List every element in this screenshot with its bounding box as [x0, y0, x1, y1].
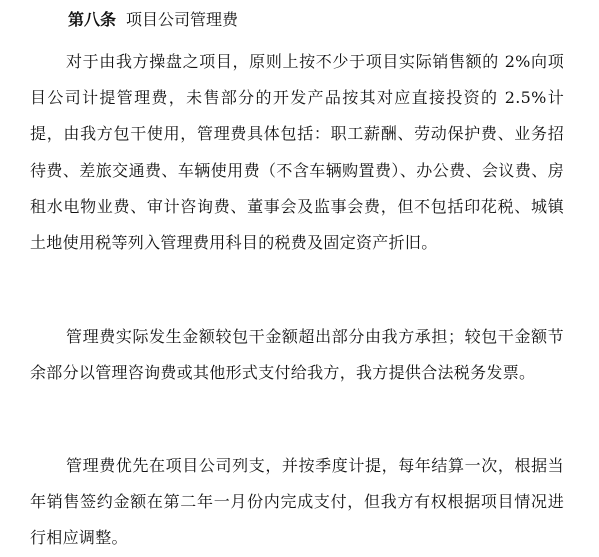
paragraph-fee-overrun: 管理费实际发生金额较包干金额超出部分由我方承担；较包干金额节余部分以管理咨询费或其他形式支付给我方，我方提供合法税务发票。 — [30, 327, 564, 383]
paragraph-fee-basis: 对于由我方操盘之项目，原则上按不少于项目实际销售额的 2%向项目公司计提管理费，未售部分的开发产品按其对应直接投资的 2.5%计提，由我方包干使用，管理费具体包括：职工薪酬、劳动保护费、业务招待费、差旅交通费、车辆使用费（不含车辆购置费）、办公费、会议费、房租水电物业费、审计咨询费、董事会及监事会费，但不包括印花税、城镇土地使用税等列入管理费用科目的税费及固定资产折旧。 — [30, 52, 564, 253]
article-heading — [68, 6, 238, 34]
article-number: 第八条 — [68, 10, 117, 29]
paragraph-fee-settlement: 管理费优先在项目公司列支，并按季度计提，每年结算一次，根据当年销售签约金额在第二年一月份内完成支付，但我方有权根据项目情况进行相应调整。 — [30, 456, 564, 548]
article-title: 项目公司管理费 — [126, 10, 239, 29]
